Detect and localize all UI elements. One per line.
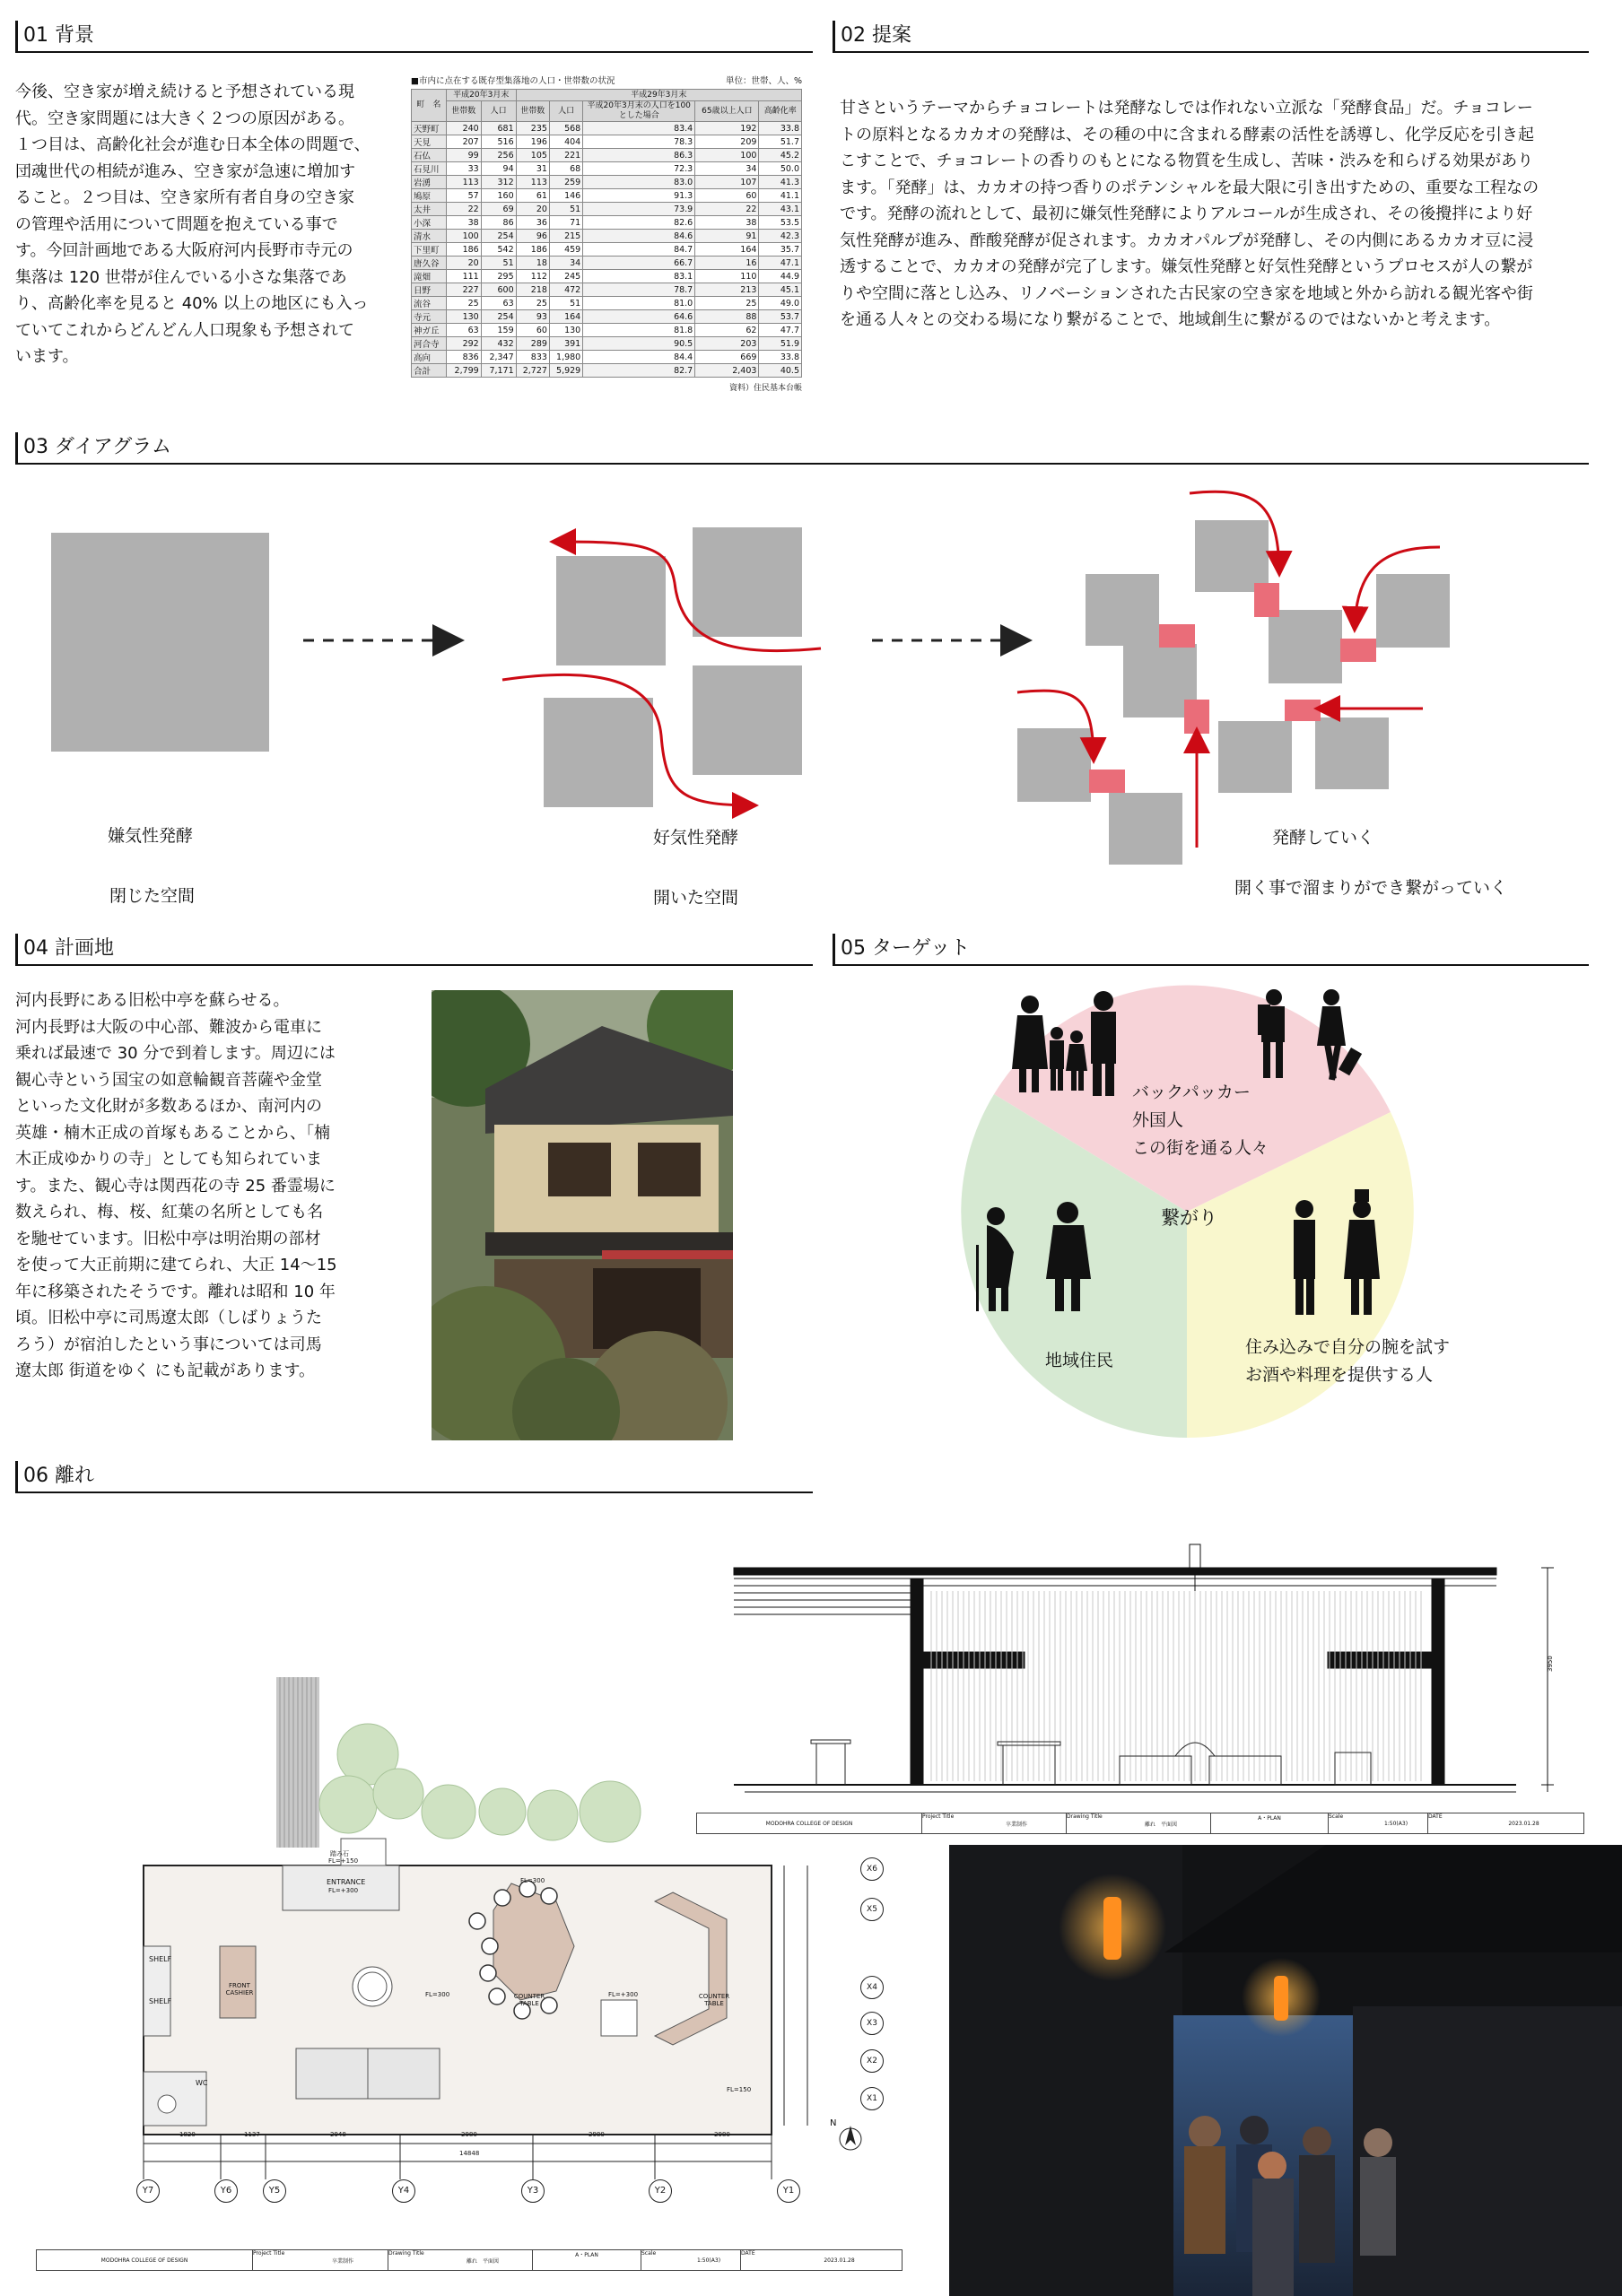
table-cell: 218: [516, 283, 549, 297]
table-cell: 227: [446, 283, 481, 297]
table-cell: 7,171: [481, 364, 516, 378]
table-cell: 83.0: [583, 176, 695, 189]
plan-counter2-label: COUNTER TABLE: [698, 1993, 730, 2007]
col-header-population: 人口: [481, 101, 516, 122]
section-header-site: [15, 934, 813, 966]
table-cell: 38: [695, 216, 759, 230]
table-cell: 83.4: [583, 122, 695, 135]
table-cell: 33: [446, 162, 481, 176]
table-cell: 61: [516, 189, 549, 203]
table-cell: 47.7: [759, 324, 802, 337]
table-cell: 235: [516, 122, 549, 135]
table-cell: 91: [695, 230, 759, 243]
plan-dim: 2980: [589, 2131, 605, 2138]
table-cell: 292: [446, 337, 481, 351]
table-cell: 41.1: [759, 189, 802, 203]
table-cell-name: 合計: [412, 364, 447, 378]
table-cell: 221: [549, 149, 582, 162]
table-cell: 86: [481, 216, 516, 230]
table-cell: 159: [481, 324, 516, 337]
table-cell: 69: [481, 203, 516, 216]
table-row: [412, 283, 802, 297]
table-cell: 66.7: [583, 257, 695, 270]
table-cell: 203: [695, 337, 759, 351]
table-cell: 88: [695, 310, 759, 324]
table-cell-name: 唐久谷: [412, 257, 447, 270]
table-cell: 472: [549, 283, 582, 297]
fermenting-block: [1086, 574, 1159, 646]
table-cell: 111: [446, 270, 481, 283]
section-header-diagram: [15, 432, 1589, 465]
table-cell: 51.9: [759, 337, 802, 351]
table-source: 資料）住民基本台帳: [728, 384, 802, 394]
table-cell: 105: [516, 149, 549, 162]
target-hosts-label: 住み込みで自分の腕を試す お酒や料理を提供する人: [1245, 1337, 1451, 1385]
table-cell: 256: [481, 149, 516, 162]
table-cell: 63: [446, 324, 481, 337]
table-cell: 73.9: [583, 203, 695, 216]
table-cell: 432: [481, 337, 516, 351]
table-cell-name: 日野: [412, 283, 447, 297]
titleblock-section: MODOHRA COLLEGE OF DESIGN Project Title 卒業制作 Drawing Title 離れ 平面図 A・PLAN Scale 1:50(A3) DATE 2023.01.28: [696, 1813, 1584, 1834]
table-row: [412, 162, 802, 176]
plan-counter1-label: COUNTER TABLE: [513, 1993, 545, 2007]
table-row: [412, 270, 802, 283]
open-space-block: [556, 556, 666, 665]
table-row: [412, 337, 802, 351]
table-cell: 196: [516, 135, 549, 149]
gathering-spot: [1184, 700, 1209, 734]
gathering-spot: [1340, 639, 1376, 662]
plan-dim: 2948: [330, 2131, 346, 2138]
table-cell: 81.8: [583, 324, 695, 337]
table-cell: 49.0: [759, 297, 802, 310]
grid-bubble-x: X3: [860, 2012, 884, 2035]
table-cell: 63: [481, 297, 516, 310]
table-cell: 43.1: [759, 203, 802, 216]
table-cell-name: 石仏: [412, 149, 447, 162]
table-cell: 100: [446, 230, 481, 243]
table-cell: 83.1: [583, 270, 695, 283]
table-cell: 96: [516, 230, 549, 243]
target-center-label: 繋がり: [1161, 1207, 1217, 1229]
plan-shelf-label: SHELF: [149, 1997, 172, 2005]
population-table: [411, 89, 802, 378]
col-header-population: 人口: [549, 101, 582, 122]
grid-bubble-x: X2: [860, 2049, 884, 2073]
table-cell: 57: [446, 189, 481, 203]
section-header-proposal: [833, 21, 1589, 53]
section-title: 04 計画地: [23, 937, 114, 960]
table-cell: 112: [516, 270, 549, 283]
plan-fl-right: FL=+300: [608, 1991, 639, 1998]
table-cell: 245: [549, 270, 582, 283]
table-cell: 22: [695, 203, 759, 216]
label-connecting: 開く事で溜まりができ繋がっていく: [1234, 878, 1508, 898]
table-cell-name: 河合寺: [412, 337, 447, 351]
table-cell: 50.0: [759, 162, 802, 176]
table-cell: 107: [695, 176, 759, 189]
col-header-h20: 平成20年3月末: [446, 90, 516, 101]
section-header-target: [833, 934, 1589, 966]
table-cell: 78.3: [583, 135, 695, 149]
gathering-spot: [1254, 583, 1279, 617]
plan-porch-label: 踏み石: [330, 1850, 349, 1857]
grid-bubble-y: Y6: [214, 2179, 238, 2203]
section-title: 06 離れ: [23, 1465, 94, 1487]
table-cell: 33.8: [759, 122, 802, 135]
table-cell-name: 石見川: [412, 162, 447, 176]
table-cell: 207: [446, 135, 481, 149]
plan-dim: 1137: [244, 2131, 260, 2138]
table-cell: 31: [516, 162, 549, 176]
table-cell: 84.7: [583, 243, 695, 257]
open-space-block: [693, 665, 802, 775]
section-title: 05 ターゲット: [841, 937, 971, 960]
plan-dim: 1820: [179, 2131, 196, 2138]
table-cell: 25: [516, 297, 549, 310]
col-header-name: 町 名: [412, 90, 447, 122]
table-cell: 60: [516, 324, 549, 337]
table-cell: 404: [549, 135, 582, 149]
table-row: [412, 176, 802, 189]
table-cell: 53.5: [759, 216, 802, 230]
table-cell: 213: [695, 283, 759, 297]
table-cell: 164: [549, 310, 582, 324]
table-cell: 68: [549, 162, 582, 176]
grid-bubble-y: Y2: [649, 2179, 672, 2203]
label-open-space: 開いた空間: [653, 888, 739, 908]
target-visitors-label: バックパッカー 外国人 この街を通る人々: [1132, 1083, 1269, 1158]
fermenting-block: [1218, 721, 1292, 793]
table-cell: 42.3: [759, 230, 802, 243]
table-cell: 71: [549, 216, 582, 230]
table-row: [412, 310, 802, 324]
table-unit: 単位：世帯、人、%: [725, 76, 802, 86]
table-cell: 295: [481, 270, 516, 283]
table-cell: 82.6: [583, 216, 695, 230]
gathering-spot: [1285, 700, 1321, 721]
population-table-block: [411, 74, 802, 393]
table-cell: 391: [549, 337, 582, 351]
table-cell: 2,799: [446, 364, 481, 378]
table-row: [412, 122, 802, 135]
table-cell: 130: [549, 324, 582, 337]
table-cell: 110: [695, 270, 759, 283]
fermenting-block: [1109, 793, 1182, 865]
table-cell: 20: [516, 203, 549, 216]
table-cell: 51.7: [759, 135, 802, 149]
table-cell: 215: [549, 230, 582, 243]
grid-bubble-x: X4: [860, 1976, 884, 1999]
table-cell: 53.7: [759, 310, 802, 324]
table-cell: 681: [481, 122, 516, 135]
table-cell: 568: [549, 122, 582, 135]
table-cell: 51: [481, 257, 516, 270]
table-cell: 36: [516, 216, 549, 230]
table-cell: 600: [481, 283, 516, 297]
target-residents-label: 地域住民: [1045, 1351, 1114, 1370]
table-cell: 51: [549, 297, 582, 310]
table-cell: 2,347: [481, 351, 516, 364]
table-row: [412, 243, 802, 257]
table-cell: 44.9: [759, 270, 802, 283]
label-fermenting: 発酵していく: [1272, 828, 1375, 848]
col-header-h29: 平成29年3月末: [516, 90, 801, 101]
table-cell-name: 天野町: [412, 122, 447, 135]
table-cell: 240: [446, 122, 481, 135]
table-cell: 40.5: [759, 364, 802, 378]
closed-space-block: [51, 533, 269, 752]
table-cell: 86.3: [583, 149, 695, 162]
table-cell: 22: [446, 203, 481, 216]
table-cell-name: 神ガ丘: [412, 324, 447, 337]
table-row: [412, 351, 802, 364]
table-cell: 62: [695, 324, 759, 337]
table-cell-name: 滝畑: [412, 270, 447, 283]
table-cell: 72.3: [583, 162, 695, 176]
table-cell: 45.1: [759, 283, 802, 297]
table-row: [412, 257, 802, 270]
table-cell: 45.2: [759, 149, 802, 162]
table-cell: 94: [481, 162, 516, 176]
plan-fl-main: FL=300: [425, 1991, 450, 1998]
table-title: ■市内に点在する既存型集落地の人口・世帯数の状況: [411, 76, 615, 86]
table-cell: 91.3: [583, 189, 695, 203]
table-cell: 33.8: [759, 351, 802, 364]
table-cell: 99: [446, 149, 481, 162]
plan-dim: 2980: [461, 2131, 477, 2138]
table-row: [412, 149, 802, 162]
section-header-annex: [15, 1461, 813, 1493]
table-cell-name: 寺元: [412, 310, 447, 324]
table-cell: 186: [446, 243, 481, 257]
table-cell: 459: [549, 243, 582, 257]
table-cell-name: 高向: [412, 351, 447, 364]
col-header-aging: 高齢化率: [759, 101, 802, 122]
table-cell-name: 下里町: [412, 243, 447, 257]
table-cell: 2,403: [695, 364, 759, 378]
background-text: 今後、空き家が増え続けると予想されている現 代。空き家問題には大きく２つの原因がある。 １つ目は、高齢化社会が進む日本全体の問題で、 団魂世代の相続が進み、空き家が急速に増加す ること。２つ目は、空き家所有者自身の空き家 の管理や活用について問題を抱えている事で す。今回計画地である大阪府河内長野市寺元の 集落は 120 世帯が住んでいる小さな集落であ り、高齢化率を見ると 40% 以上の地区にも入っ ていてこれからどんどん人口現象も予想されて います。: [15, 83, 371, 366]
table-cell: 81.0: [583, 297, 695, 310]
table-cell: 100: [695, 149, 759, 162]
table-cell: 2,727: [516, 364, 549, 378]
grid-bubble-x: X5: [860, 1898, 884, 1921]
table-row: [412, 189, 802, 203]
proposal-text: 甘さというテーマからチョコレートは発酵なしでは作れない立派な「発酵食品」だ。チョコレー トの原料となるカカオの発酵は、その種の中に含まれる酵素の活性を誘導し、化学反応を引き起 こすことで、チョコレートの香りのもとになる物質を生成し、苦味・渋みを和らげる効果があり ます。「発酵」は、カカオの持つ香りのポテンシャルを最大限に引き出すための、重要な工程なの です。発酵の流れとして、最初に嫌気性発酵によりアルコールが生成され、その後攪拌により好 気性発酵が進み、酢酸発酵が促されます。カカオパルプが発酵し、その内側にあるカカオ豆に浸 透することで、カカオの発酵が完了します。嫌気性発酵と好気性発酵というプロセスが人の繋が りや空間に落とし込み、リノベーションされた古民家の空き家を地域と外から訪れる観光客や街 を通る人々との交わる場になり繋がることで、地域創生に繋がるのではないかと考えます。: [840, 99, 1539, 329]
table-cell: 47.1: [759, 257, 802, 270]
section-title: 03 ダイアグラム: [23, 436, 172, 458]
gathering-spot: [1089, 770, 1125, 793]
night-rendering: [949, 1845, 1622, 2296]
table-cell: 146: [549, 189, 582, 203]
open-space-block: [693, 527, 802, 637]
table-cell: 18: [516, 257, 549, 270]
table-row: [412, 203, 802, 216]
table-cell: 1,980: [549, 351, 582, 364]
grid-bubble-y: Y5: [263, 2179, 286, 2203]
table-cell: 113: [446, 176, 481, 189]
table-row: [412, 216, 802, 230]
table-cell: 289: [516, 337, 549, 351]
table-cell: 160: [481, 189, 516, 203]
site-text: 河内長野にある旧松中亭を蘇らせる。 河内長野は大阪の中心部、難波から電車に 乗れば最速で 30 分で到着します。周辺には 観心寺という国宝の如意輪観音菩薩や金堂 といった文化財が多数あるほか、南河内の 英雄・楠木正成の首塚もあることから、「楠 木正成ゆかりの寺」としても知られていま す。また、観心寺は関西花の寺 25 番霊場に 数えられ、梅、桜、紅葉の名所としても名 を馳せています。旧松中亭は明治期の部材 を使って大正前期に建てられ、大正 14〜15 年に移築されたそうです。離れは昭和 10 年 頃。旧松中亭に司馬遼太郎（しばりょうた ろう）が宿泊したという事については司馬 遼太郎 街道をゆく にも記載があります。: [15, 991, 337, 1380]
grid-bubble-y: Y3: [521, 2179, 545, 2203]
table-cell-name: 太井: [412, 203, 447, 216]
table-cell: 90.5: [583, 337, 695, 351]
fermentation-diagram: [0, 466, 1622, 888]
table-cell: 186: [516, 243, 549, 257]
table-row: [412, 324, 802, 337]
table-cell: 5,929: [549, 364, 582, 378]
fermenting-block: [1017, 728, 1091, 802]
table-cell: 130: [446, 310, 481, 324]
table-cell-name: 清水: [412, 230, 447, 243]
site-photo: [432, 990, 733, 1440]
section-title: 02 提案: [841, 24, 911, 47]
table-cell: 25: [695, 297, 759, 310]
table-cell-name: 流谷: [412, 297, 447, 310]
table-cell-name: 小深: [412, 216, 447, 230]
plan-entrance-label: ENTRANCE: [327, 1878, 366, 1886]
grid-bubble-y: Y4: [392, 2179, 415, 2203]
table-row: [412, 364, 802, 378]
table-cell: 84.6: [583, 230, 695, 243]
table-cell: 542: [481, 243, 516, 257]
table-cell: 51: [549, 203, 582, 216]
table-cell-name: 岩湧: [412, 176, 447, 189]
titleblock-plan: MODOHRA COLLEGE OF DESIGN Project Title 卒業制作 Drawing Title 離れ 平面図 A・PLAN Scale 1:50(A3) DATE 2023.01.28: [36, 2249, 903, 2271]
table-cell: 41.3: [759, 176, 802, 189]
table-row: [412, 230, 802, 243]
grid-bubble-x: X1: [860, 2087, 884, 2110]
col-header-ratio: 平成20年3月末の人口を100とした場合: [583, 101, 695, 122]
table-cell: 113: [516, 176, 549, 189]
plan-fl-mid: FL=300: [520, 1877, 545, 1884]
plan-fl-low: FL=150: [727, 2086, 752, 2093]
grid-bubble-y: Y7: [136, 2179, 160, 2203]
section-title: 01 背景: [23, 24, 94, 47]
col-header-households: 世帯数: [446, 101, 481, 122]
table-cell: 209: [695, 135, 759, 149]
plan-cashier-label: FRONT CASHIER: [225, 1982, 254, 1996]
label-aerobic: 好気性発酵: [653, 828, 739, 848]
table-cell: 20: [446, 257, 481, 270]
grid-bubble-y: Y1: [777, 2179, 800, 2203]
table-cell: 93: [516, 310, 549, 324]
table-cell: 16: [695, 257, 759, 270]
table-cell: 25: [446, 297, 481, 310]
open-space-block: [544, 698, 653, 807]
table-cell: 60: [695, 189, 759, 203]
fermenting-block: [1376, 574, 1450, 648]
col-header-households: 世帯数: [516, 101, 549, 122]
compass-north-label: N: [830, 2118, 837, 2128]
table-cell: 35.7: [759, 243, 802, 257]
table-cell: 259: [549, 176, 582, 189]
plan-entrance-fl: FL=+300: [328, 1887, 359, 1894]
label-closed-space: 閉じた空間: [109, 886, 196, 906]
table-cell: 34: [549, 257, 582, 270]
plan-dim: 2980: [714, 2131, 730, 2138]
table-cell: 833: [516, 351, 549, 364]
plan-dim-total: 14848: [459, 2150, 480, 2157]
section-header-background: [15, 21, 813, 53]
table-cell: 254: [481, 310, 516, 324]
grid-bubble-x: X6: [860, 1857, 884, 1881]
table-cell: 82.7: [583, 364, 695, 378]
table-cell: 64.6: [583, 310, 695, 324]
table-cell: 312: [481, 176, 516, 189]
table-cell: 84.4: [583, 351, 695, 364]
gathering-spot: [1159, 624, 1195, 648]
table-cell: 78.7: [583, 283, 695, 297]
table-cell: 34: [695, 162, 759, 176]
table-cell-name: 天見: [412, 135, 447, 149]
fermenting-block: [1315, 718, 1389, 789]
plan-wc-label: WC: [196, 2079, 208, 2087]
col-header-over65: 65歳以上人口: [695, 101, 759, 122]
table-cell: 254: [481, 230, 516, 243]
table-row: [412, 135, 802, 149]
section-height-dim: 3950: [1547, 1656, 1554, 1672]
fermenting-block: [1195, 520, 1269, 592]
plan-porch-fl: FL=+150: [328, 1857, 359, 1865]
table-cell: 516: [481, 135, 516, 149]
table-cell: 669: [695, 351, 759, 364]
table-cell: 836: [446, 351, 481, 364]
table-row: [412, 297, 802, 310]
label-anaerobic: 嫌気性発酵: [108, 826, 194, 846]
table-cell: 192: [695, 122, 759, 135]
table-cell: 164: [695, 243, 759, 257]
table-cell-name: 鳩原: [412, 189, 447, 203]
table-cell: 38: [446, 216, 481, 230]
plan-shelf-label: SHELF: [149, 1955, 172, 1963]
fermenting-block: [1269, 610, 1342, 683]
